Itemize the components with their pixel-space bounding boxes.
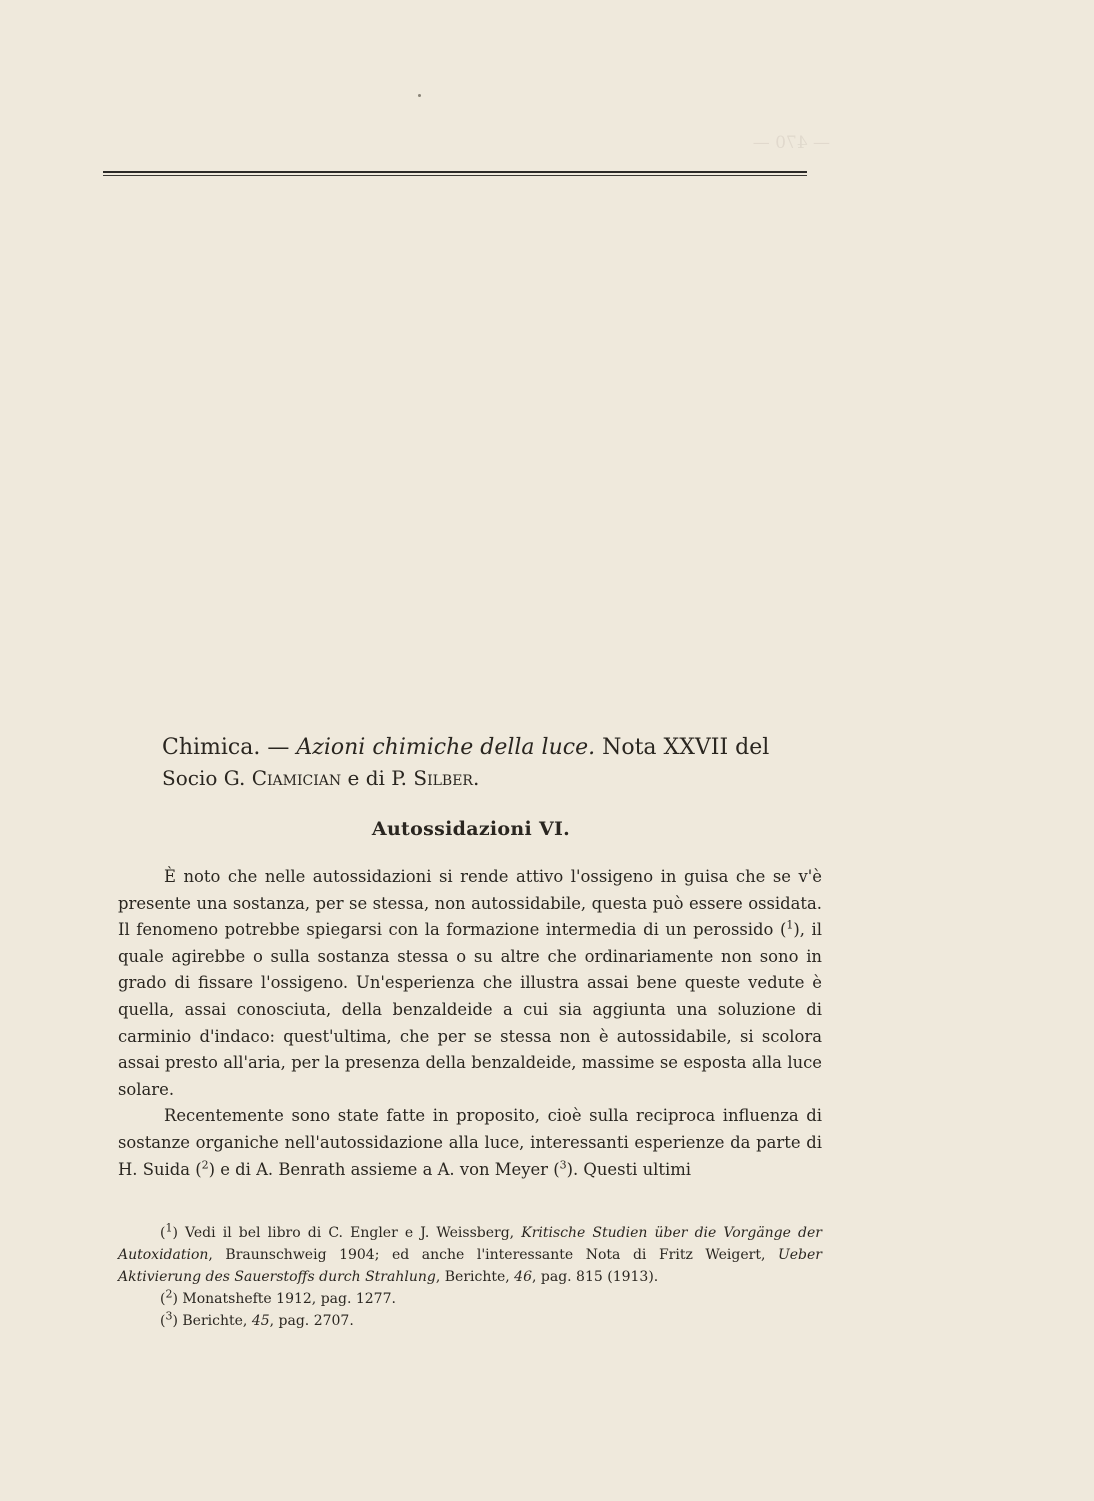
section-heading: Autossidazioni VI. (371, 818, 571, 840)
paragraph-2-text-c: ). Questi ultimi (566, 1159, 691, 1179)
paragraph-1-text-a: È noto che nelle autossidazioni si rende attivo l'ossigeno in guisa che se v'è presente una sostanza, per se stessa, non autossidabile, questa può essere ossidata. Il fenomeno potrebbe spiegarsi con la formazione intermedia di un perossido ( (118, 867, 822, 940)
header-rule-thin (103, 175, 807, 176)
footnote-2-text: Monatshefte 1912, pag. 1277. (177, 1291, 396, 1307)
footnote-ref-3: 3 (559, 1158, 567, 1172)
article-subject: Azioni chimiche della luce. (296, 735, 596, 760)
footnote-1-mark: 1 (165, 1221, 173, 1235)
footnote-3-text-a: Berichte, (177, 1313, 252, 1329)
footnote-2: ($^2$) Monatshefte 1912, pag. 1277. (160, 1287, 396, 1307)
footnote-1-article-title: Ueber Aktivierung des Sauerstoffs durch Strahlung (118, 1247, 822, 1285)
bleed-through-text (110, 130, 830, 690)
footnote-1-text-a: Vedi il bel libro di C. Engler e J. Weissberg, (177, 1225, 522, 1241)
footnote-1-text-c: , Berichte, (435, 1269, 515, 1285)
header-rule-thick (103, 171, 807, 173)
paragraph-1-text-b: ), il quale agirebbe o sulla sostanza stessa o su altre che ordinariamente non sono in grado di fissare l'ossigeno. Un'esperienza che illustra assai bene queste vedute è quella, assai conosciuta, della benzaldeide a cui sia aggiunta una soluzione di carminio d'indaco: quest'ultima, che per se stessa non è autossidabile, si scolora assai presto all'aria, per la presenza della benzaldeide, massime se esposta alla luce solare. (118, 920, 822, 1099)
footnote-3-mark: 3 (165, 1309, 173, 1323)
body-text (118, 864, 822, 1183)
footnote-1-text-b: , Braunschweig 1904; ed anche l'interessante Nota di Fritz Weigert, (208, 1247, 778, 1263)
footnote-1-book-title: Kritische Studien über die Vorgänge der Autoxidation (118, 1225, 822, 1263)
ink-speck (418, 94, 421, 97)
footnote-3-volume: 45 (251, 1313, 270, 1329)
footnote-1-volume: 46 (514, 1269, 532, 1285)
note-number: Nota XXVII del (602, 735, 770, 760)
paragraph-2-text-b: ) e di A. Benrath assieme a A. von Meyer ( (208, 1159, 560, 1179)
footnote-1-text-d: , pag. 815 (1913). (531, 1269, 659, 1285)
paragraph-1 (118, 864, 822, 1103)
footnote-1: ($^1$) Vedi il bel libro di C. Engler e J. Weissberg, Kritische Studien über die Vorgänge der Autoxidation, Braunschweig 1904; ed anche l'interessante Nota di Fritz Weigert, Ueber Aktivierung des Sauerstoffs durch Strahlung, Berichte, 46, pag. 815 (1913). (118, 1221, 822, 1285)
article-title (162, 733, 822, 763)
article-header (162, 733, 822, 793)
paragraph-2 (118, 1103, 822, 1183)
footnote-ref-2: 2 (201, 1158, 209, 1172)
footnote-ref-1: 1 (786, 918, 794, 932)
title-dash: — (267, 735, 290, 760)
author-line (162, 763, 822, 793)
author-prefix: Socio G. (162, 766, 246, 790)
footnote-3-text-b: , pag. 2707. (269, 1313, 354, 1329)
footnotes (118, 1222, 822, 1332)
paragraph-2-text-a: Recentemente sono state fatte in proposito, cioè sulla reciproca influenza di sostanze organiche nell'autossidazione alla luce, interessanti esperienze da parte di H. Suida ( (118, 1106, 822, 1179)
footnote-2-mark: 2 (165, 1287, 173, 1301)
author-conjunction: e di P. (347, 766, 408, 790)
author-ciamician: Ciamician (251, 766, 342, 790)
bleed-page-number: — 470 — (752, 133, 830, 153)
discipline-label: Chimica. (162, 735, 261, 760)
author-silber: Silber. (413, 766, 480, 790)
footnote-3: ($^3$) Berichte, 45, pag. 2707. (160, 1309, 354, 1329)
